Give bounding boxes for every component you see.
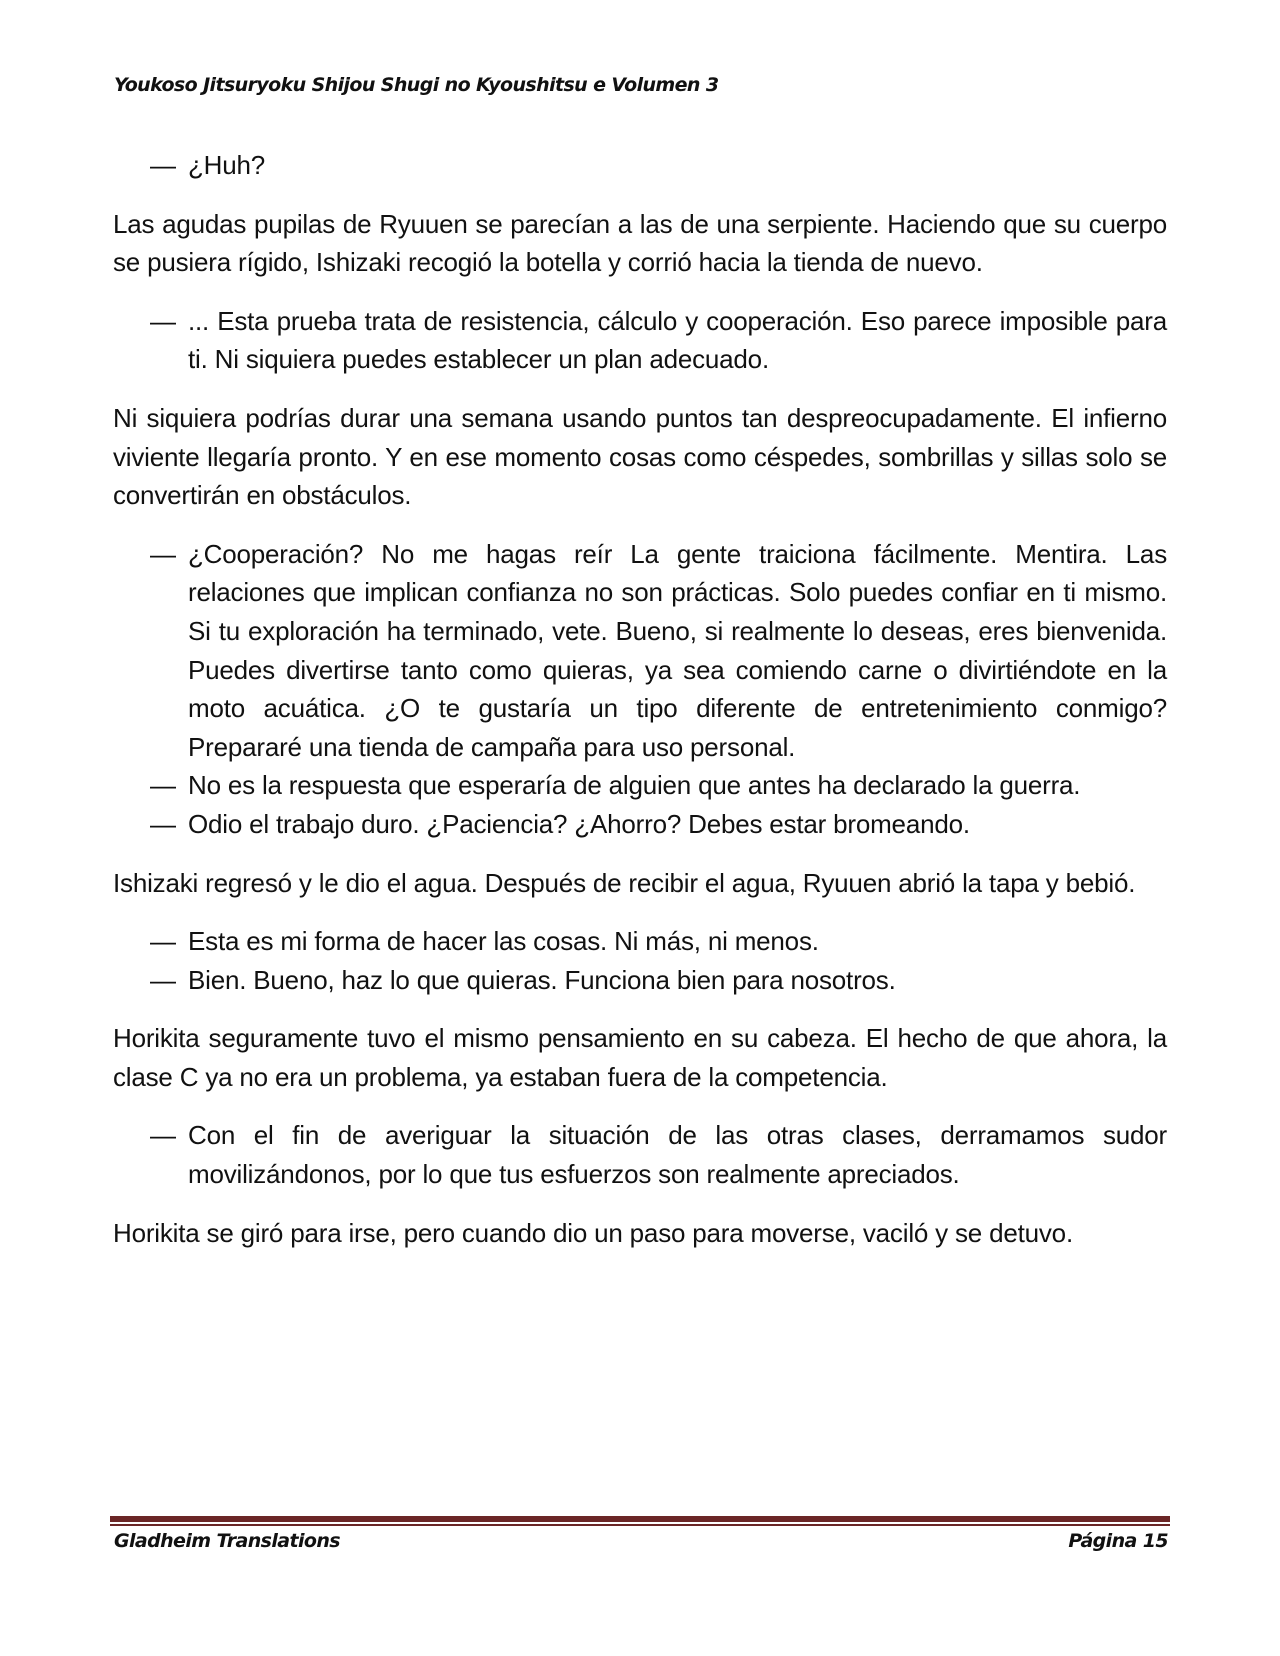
dialogue-line (113, 922, 1167, 961)
dialogue-line (113, 302, 1167, 379)
dialogue-dash: — (150, 150, 176, 180)
paragraph: Horikita se giró para irse, pero cuando dio un paso para moverse, vaciló y se detuvo. (113, 1217, 1073, 1248)
dialogue-dash: — (150, 964, 176, 995)
footer-rule (110, 1516, 1170, 1526)
dialogue-line (113, 535, 1167, 767)
footer-page-number: Página 15 (1068, 1530, 1168, 1552)
dialogue-text: Odio el trabajo duro. ¿Paciencia? ¿Ahorro? Debes estar bromeando. (188, 808, 970, 839)
dialogue-line (113, 1116, 1167, 1193)
footer-rule-thick (110, 1516, 1170, 1522)
dialogue-group (113, 1116, 1167, 1193)
dialogue-line (113, 961, 1167, 1000)
dialogue-text: No es la respuesta que esperaría de alguien que antes ha declarado la guerra. (188, 770, 1081, 801)
dialogue-dash: — (150, 1120, 176, 1151)
dialogue-dash: — (150, 770, 176, 801)
dialogue-text: Esta es mi forma de hacer las cosas. Ni más, ni menos. (188, 926, 819, 957)
paragraph: Horikita seguramente tuvo el mismo pensamiento en su cabeza. El hecho de que ahora, la clase C ya no era un problema, ya estaban fuera de la competencia. (113, 1023, 1167, 1092)
dialogue-text: Bien. Bueno, haz lo que quieras. Funciona bien para nosotros. (188, 964, 896, 995)
dialogue-text: ... Esta prueba trata de resistencia, cálculo y cooperación. Eso parece imposible para ti. Ni siquiera puedes establecer un plan adecuado. (188, 305, 1167, 375)
dialogue-dash: — (150, 926, 176, 957)
dialogue-dash: — (150, 538, 176, 569)
paragraph: Las agudas pupilas de Ryuuen se parecían a las de una serpiente. Haciendo que su cuerpo se pusiera rígido, Ishizaki recogió la botella y corrió hacia la tienda de nuevo. (113, 208, 1167, 278)
paragraph: Ishizaki regresó y le dio el agua. Después de recibir el agua, Ryuuen abrió la tapa y bebió. (113, 867, 1136, 898)
dialogue-text: ¿Huh? (188, 150, 266, 180)
dialogue-dash: — (150, 305, 176, 336)
page-body (113, 146, 1167, 1272)
dialogue-dash: — (150, 808, 176, 839)
dialogue-line (113, 805, 1167, 844)
dialogue-group (113, 535, 1167, 844)
dialogue-line (113, 766, 1167, 805)
dialogue-group (113, 302, 1167, 379)
paragraph: Ni siquiera podrías durar una semana usando puntos tan despreocupadamente. El infierno viviente llegaría pronto. Y en ese momento cosas como céspedes, sombrillas y sillas solo se convertirán en obstáculos. (113, 402, 1167, 511)
dialogue-text: Con el fin de averiguar la situación de las otras clases, derramamos sudor movilizándonos, por lo que tus esfuerzos son realmente apreciados. (188, 1120, 1167, 1190)
footer-rule-thin (110, 1524, 1170, 1526)
footer-translator: Gladheim Translations (114, 1530, 340, 1552)
dialogue-group (113, 922, 1167, 999)
dialogue-line (113, 146, 1167, 185)
dialogue-text: ¿Cooperación? No me hagas reír La gente traiciona fácilmente. Mentira. Las relaciones que implican confianza no son prácticas. Solo puedes confiar en ti mismo. Si tu exploración ha terminado, vete. Bueno, si realmente lo deseas, eres bienvenida. Puedes divertirse tanto como quieras, ya sea comiendo carne o divirtiéndote en la moto acuática. ¿O te gustaría un tipo diferente de entretenimiento conmigo? Prepararé una tienda de campaña para uso personal. (188, 538, 1167, 762)
dialogue-group (113, 146, 1167, 185)
running-header-title: Youkoso Jitsuryoku Shijou Shugi no Kyoushitsu e Volumen 3 (114, 74, 719, 96)
